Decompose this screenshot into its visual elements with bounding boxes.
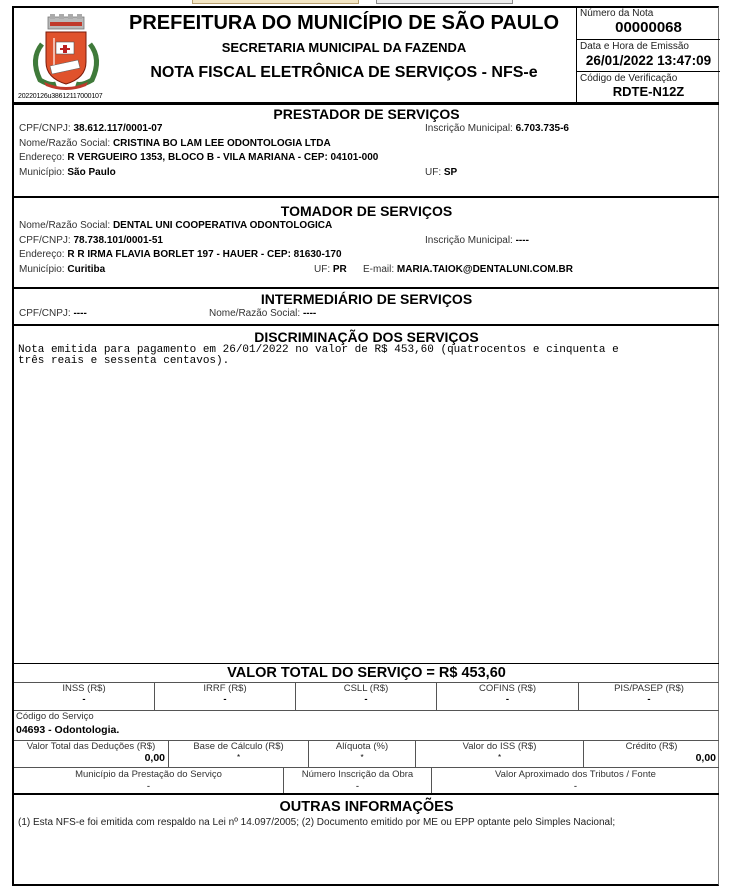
tax-value: - — [82, 694, 86, 705]
customer-section — [14, 198, 719, 289]
issue-date-cell — [577, 40, 720, 72]
calc-cell-iss — [416, 741, 584, 767]
issue-date-label: Data e Hora de Emissão — [580, 41, 689, 52]
calc-label: Base de Cálculo (R$) — [193, 741, 284, 752]
total-value: VALOR TOTAL DO SERVIÇO = R$ 453,60 — [227, 665, 506, 681]
invoice-number: 00000068 — [615, 19, 682, 36]
local-cell-obra — [284, 768, 432, 793]
calc-label: Crédito (R$) — [625, 741, 678, 752]
provider-name: CRISTINA BO LAM LEE ODONTOLOGIA LTDA — [112, 137, 331, 149]
customer-cnpj-row — [14, 234, 719, 249]
calc-cell-aliquota — [309, 741, 416, 767]
other-info-text: (1) Esta NFS-e foi emitida com respaldo na Lei nº 14.097/2005; (2) Documento emitido por ME ou EPP optante pelo Simples Nacional; — [18, 817, 616, 828]
local-value: - — [146, 781, 151, 792]
local-value: - — [355, 781, 360, 792]
customer-city-row — [14, 263, 719, 278]
customer-address: R R IRMA FLAVIA BORLET 197 - HAUER - CEP: 81630-170 — [67, 249, 342, 260]
provider-city-row — [14, 166, 719, 181]
provider-address: R VERGUEIRO 1353, BLOCO B - VILA MARIANA - CEP: 04101-000 — [67, 152, 379, 163]
local-cell-tributos — [432, 768, 719, 793]
service-code-section — [14, 710, 719, 741]
document-type-title: NOTA FISCAL ELETRÔNICA DE SERVIÇOS - NFS-e — [150, 64, 538, 81]
customer-uf-label: UF: — [314, 263, 331, 275]
tax-cell-inss — [14, 683, 155, 710]
local-cell-municipio — [14, 768, 284, 793]
provider-name-label: Nome/Razão Social: — [19, 137, 111, 149]
service-code-value: 04693 - Odontologia. — [16, 724, 120, 736]
document-header — [14, 8, 719, 105]
customer-name-row — [14, 219, 719, 234]
provider-im-label: Inscrição Municipal: — [425, 123, 513, 134]
local-label: Número Inscrição da Obra — [301, 769, 414, 780]
total-section — [14, 664, 719, 683]
toolbar-button[interactable] — [376, 0, 513, 4]
provider-uf-label: UF: — [425, 166, 442, 178]
tax-cell-irrf — [155, 683, 296, 710]
tax-cell-cofins — [437, 683, 579, 710]
local-label: Município da Prestação do Serviço — [75, 769, 222, 780]
calc-cell-deducoes — [14, 741, 169, 767]
invoice-meta-box — [576, 8, 720, 102]
customer-im-label: Inscrição Municipal: — [425, 234, 513, 246]
calc-label: Valor Total das Deduções (R$) — [26, 741, 156, 752]
tax-cell-pis-pasep — [579, 683, 719, 710]
service-description-section — [14, 326, 719, 664]
intermediary-name: ---- — [302, 308, 317, 319]
calc-value: * — [360, 753, 364, 762]
service-location-row — [14, 768, 719, 795]
customer-city: Curitiba — [67, 263, 106, 275]
calc-value: * — [497, 753, 502, 762]
customer-cnpj: 78.738.101/0001-51 — [73, 234, 163, 246]
service-code-label: Código do Serviço — [16, 711, 94, 722]
verification-code-label: Código de Verificação — [580, 73, 678, 84]
provider-name-row — [14, 137, 719, 152]
provider-section — [14, 105, 719, 198]
tax-cell-csll — [296, 683, 437, 710]
calc-value: * — [236, 753, 241, 762]
customer-uf-field — [314, 263, 347, 278]
nfse-document — [12, 6, 719, 886]
tax-label: PIS/PASEP (R$) — [614, 683, 684, 694]
intermediary-section-title: INTERMEDIÁRIO DE SERVIÇOS — [260, 291, 473, 307]
verification-code-cell — [577, 72, 720, 102]
calc-value: 0,00 — [144, 752, 165, 764]
other-info-title: OUTRAS INFORMAÇÕES — [279, 799, 454, 815]
customer-name: DENTAL UNI COOPERATIVA ODONTOLOGICA — [112, 220, 333, 231]
calc-cell-credito — [584, 741, 719, 767]
calc-value: 0,00 — [695, 752, 716, 764]
iss-calculation-row — [14, 741, 719, 768]
tax-value: - — [647, 694, 651, 705]
barcode-number: 20220126u38612117000107 — [18, 93, 103, 100]
issue-datetime: 26/01/2022 13:47:09 — [585, 53, 712, 68]
municipality-title: PREFEITURA DO MUNICÍPIO DE SÃO PAULO — [128, 12, 560, 34]
customer-email: MARIA.TAIOK@DENTALUNI.COM.BR — [396, 263, 573, 275]
customer-name-label: Nome/Razão Social: — [19, 220, 111, 231]
customer-im-field — [425, 234, 529, 249]
provider-uf: SP — [443, 166, 458, 178]
customer-uf: PR — [332, 263, 347, 275]
local-label: Valor Aproximado dos Tributos / Fonte — [495, 769, 656, 780]
provider-city-label: Município: — [19, 166, 65, 178]
toolbar-button[interactable] — [192, 0, 359, 4]
invoice-number-label: Número da Nota — [580, 8, 654, 19]
customer-email-label: E-mail: — [363, 263, 395, 275]
provider-im: 6.703.735-6 — [515, 123, 569, 134]
customer-city-label: Município: — [19, 263, 65, 275]
intermediary-row — [14, 307, 719, 322]
tax-label: COFINS (R$) — [479, 683, 536, 694]
customer-email-field — [363, 263, 573, 278]
tax-value: - — [364, 694, 368, 705]
service-description-text: Nota emitida para pagamento em 26/01/2022 no valor de R$ 453,60 (quatrocentos e cinquenta e três reais e sessenta centavos). — [18, 344, 619, 367]
provider-im-field — [425, 122, 569, 137]
provider-uf-field — [425, 166, 457, 181]
local-value: - — [573, 781, 578, 792]
intermediary-section — [14, 289, 719, 326]
calc-label: Alíquota (%) — [335, 741, 389, 752]
sao-paulo-coat-of-arms-icon — [20, 14, 112, 92]
intermediary-cnpj: ---- — [73, 308, 87, 319]
provider-section-title: PRESTADOR DE SERVIÇOS — [273, 106, 460, 122]
provider-cnpj-label: CPF/CNPJ: — [19, 123, 71, 134]
tax-withholdings-row — [14, 683, 719, 710]
calc-cell-base — [169, 741, 309, 767]
provider-address-label: Endereço: — [19, 152, 65, 163]
calc-label: Valor do ISS (R$) — [462, 741, 537, 752]
intermediary-name-label: Nome/Razão Social: — [209, 308, 301, 319]
intermediary-name-field — [209, 307, 316, 322]
tax-label: IRRF (R$) — [203, 683, 247, 694]
customer-im: ---- — [515, 234, 529, 246]
provider-cnpj: 38.612.117/0001-07 — [73, 123, 163, 134]
tax-value: - — [505, 694, 510, 705]
provider-address-row — [14, 151, 719, 166]
intermediary-cnpj-label: CPF/CNPJ: — [19, 308, 71, 319]
provider-city: São Paulo — [67, 166, 116, 178]
customer-cnpj-label: CPF/CNPJ: — [19, 234, 71, 246]
tax-label: CSLL (R$) — [343, 683, 389, 694]
service-description-title: DISCRIMINAÇÃO DOS SERVIÇOS — [254, 329, 479, 345]
provider-cnpj-row — [14, 122, 719, 137]
customer-address-label: Endereço: — [19, 249, 65, 260]
invoice-number-cell — [577, 8, 720, 40]
other-info-section — [14, 795, 719, 886]
tax-label: INSS (R$) — [62, 683, 106, 694]
customer-address-row — [14, 248, 719, 263]
customer-section-title: TOMADOR DE SERVIÇOS — [280, 203, 453, 219]
secretariat-subtitle: SECRETARIA MUNICIPAL DA FAZENDA — [221, 40, 467, 55]
verification-code: RDTE-N12Z — [612, 84, 685, 99]
tax-value: - — [223, 694, 227, 705]
